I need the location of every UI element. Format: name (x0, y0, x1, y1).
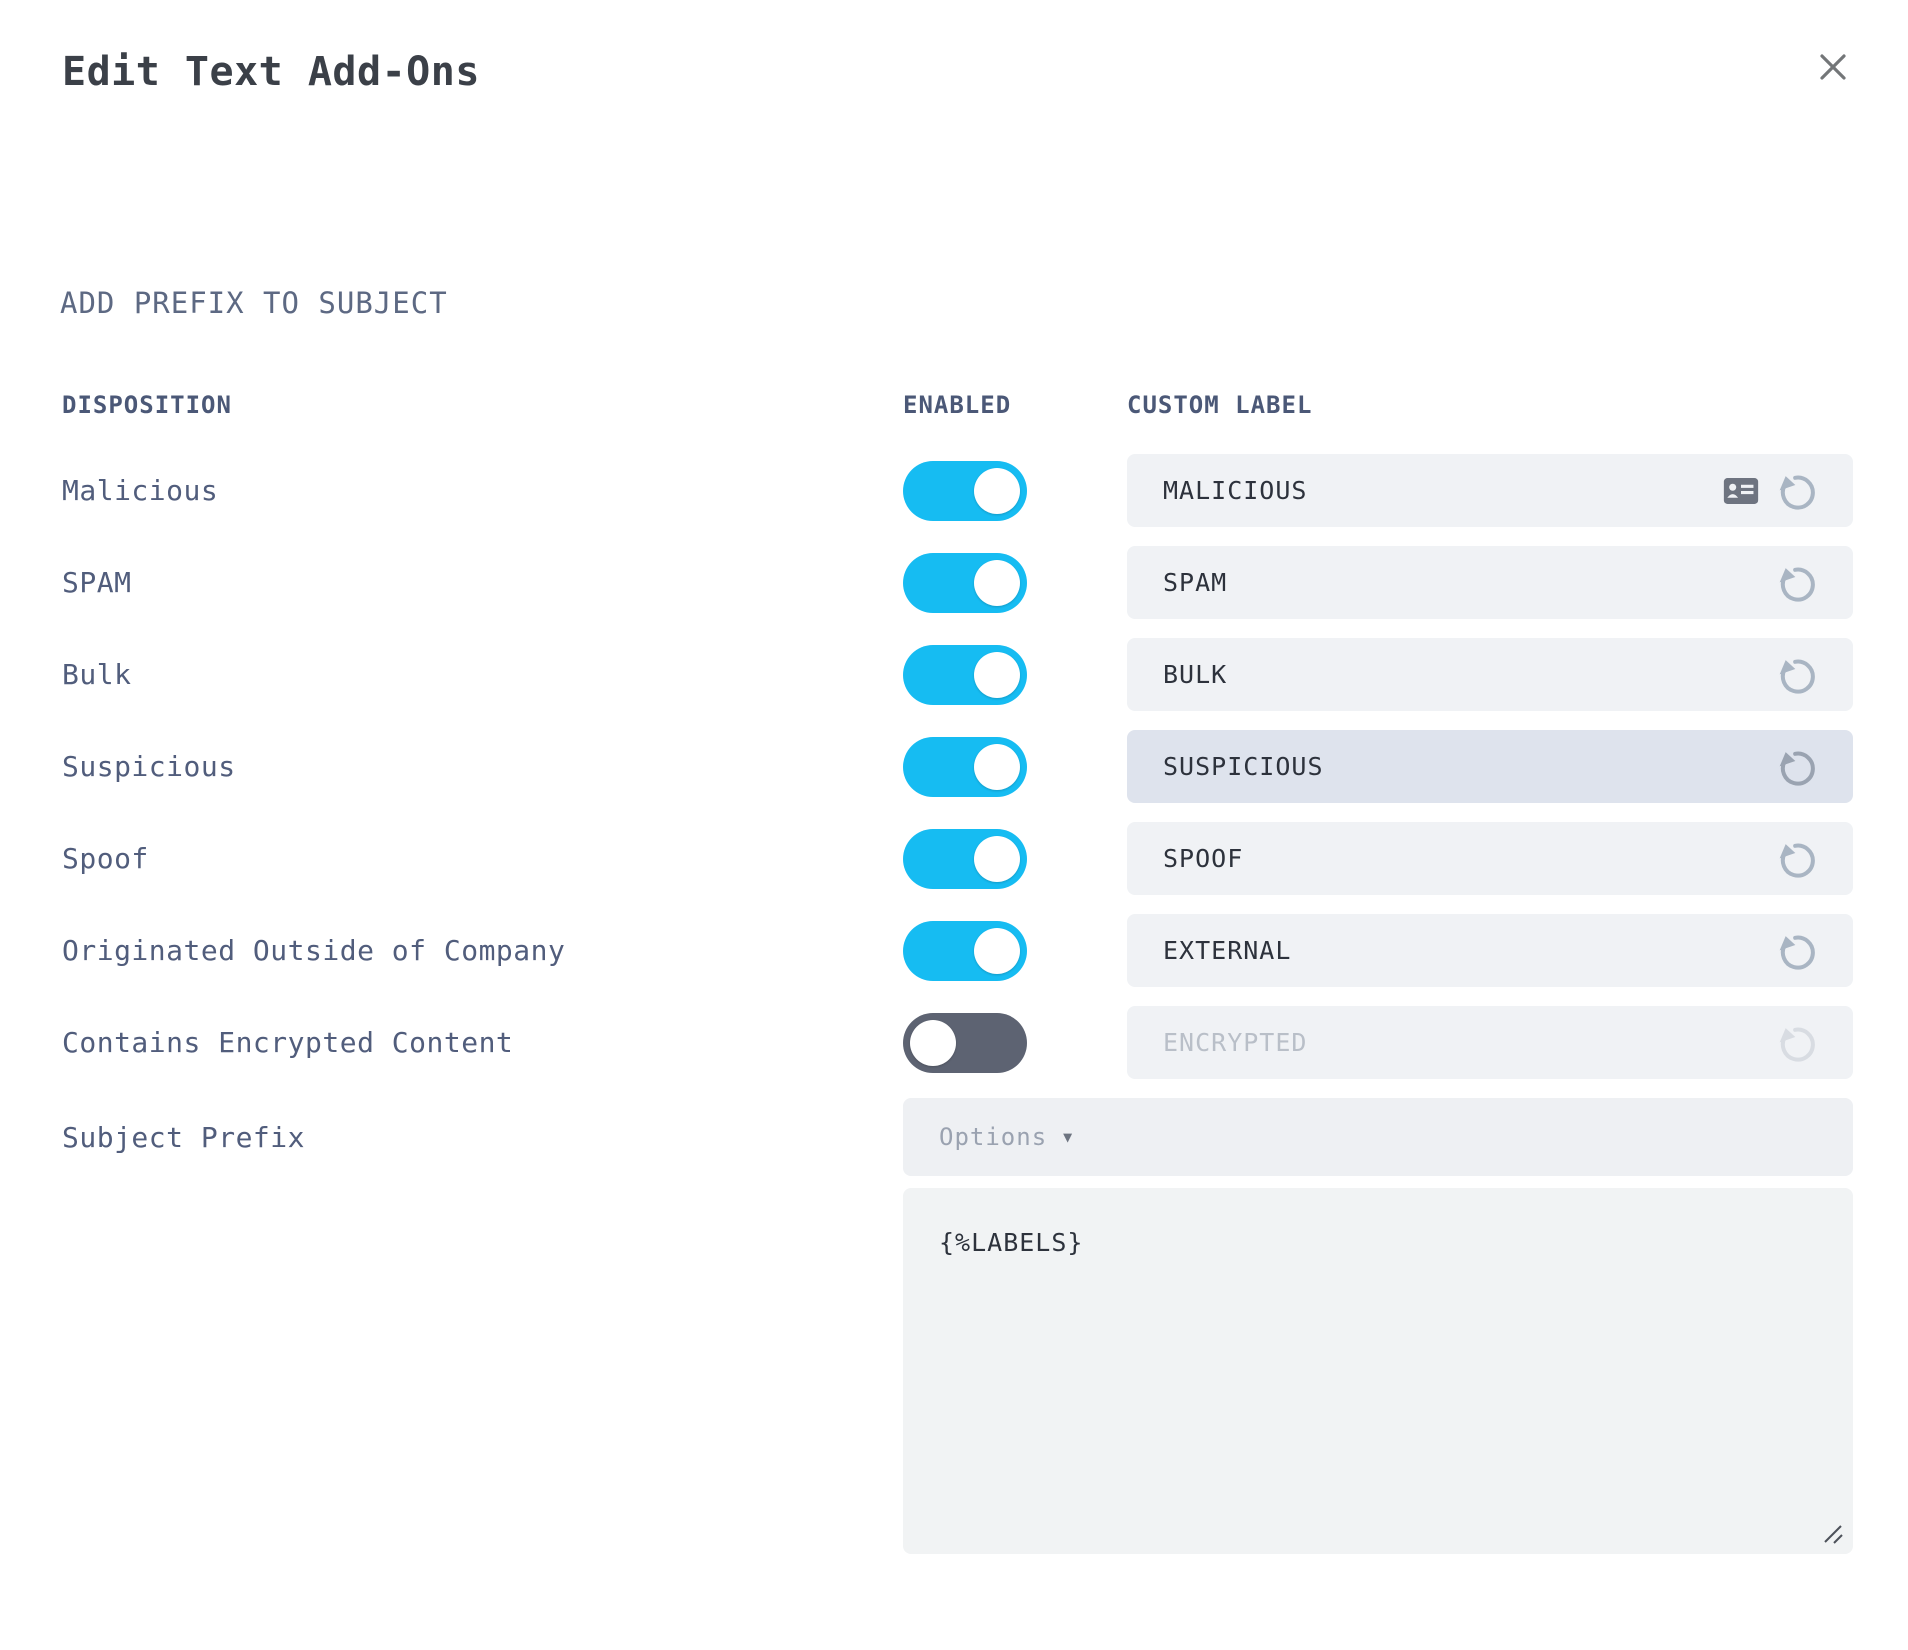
disposition-row (0, 730, 1908, 803)
custom-label-input[interactable] (1127, 1028, 1853, 1057)
disposition-row (0, 1006, 1908, 1079)
close-button[interactable] (1810, 44, 1856, 90)
reset-icon[interactable] (1777, 931, 1817, 971)
section-heading: ADD PREFIX TO SUBJECT (60, 286, 448, 320)
options-dropdown[interactable] (903, 1098, 1853, 1176)
toggle-knob-icon (910, 1020, 956, 1066)
subject-prefix-row (0, 1098, 1908, 1176)
custom-label-input[interactable] (1127, 660, 1853, 689)
toggle-knob-icon (974, 836, 1020, 882)
custom-label-field (1127, 914, 1853, 987)
custom-label-input[interactable] (1127, 568, 1853, 597)
toggle-knob-icon (974, 928, 1020, 974)
disposition-label: Bulk (62, 658, 132, 691)
disposition-row (0, 454, 1908, 527)
subject-prefix-textarea[interactable] (903, 1188, 1853, 1554)
toggle-knob-icon (974, 468, 1020, 514)
enabled-toggle[interactable] (903, 553, 1027, 613)
subject-prefix-editor-wrap (903, 1188, 1853, 1554)
toggle-knob-icon (974, 744, 1020, 790)
column-header-custom-label: CUSTOM LABEL (1127, 391, 1313, 419)
toggle-knob-icon (974, 560, 1020, 606)
disposition-row (0, 822, 1908, 895)
custom-label-field (1127, 454, 1853, 527)
custom-label-field (1127, 822, 1853, 895)
reset-icon[interactable] (1777, 1023, 1817, 1063)
column-header-enabled: ENABLED (903, 391, 1012, 419)
disposition-label: Contains Encrypted Content (62, 1026, 514, 1059)
close-icon (1818, 52, 1848, 82)
disposition-row (0, 638, 1908, 711)
custom-label-field (1127, 546, 1853, 619)
disposition-label: Suspicious (62, 750, 236, 783)
custom-label-field (1127, 730, 1853, 803)
enabled-toggle[interactable] (903, 645, 1027, 705)
column-headers (0, 390, 1908, 420)
reset-icon[interactable] (1777, 655, 1817, 695)
disposition-label: Malicious (62, 474, 219, 507)
reset-icon[interactable] (1777, 747, 1817, 787)
contact-card-icon[interactable] (1723, 477, 1759, 504)
disposition-label: Spoof (62, 842, 149, 875)
options-dropdown-label: Options (939, 1123, 1048, 1151)
reset-icon[interactable] (1777, 563, 1817, 603)
enabled-toggle[interactable] (903, 1013, 1027, 1073)
dialog-title: Edit Text Add-Ons (62, 49, 480, 95)
custom-label-input[interactable] (1127, 936, 1853, 965)
enabled-toggle[interactable] (903, 829, 1027, 889)
custom-label-input[interactable] (1127, 752, 1853, 781)
custom-label-field (1127, 638, 1853, 711)
disposition-rows (0, 454, 1908, 1079)
subject-prefix-label: Subject Prefix (62, 1120, 306, 1154)
resize-handle-icon[interactable] (1821, 1522, 1845, 1546)
toggle-knob-icon (974, 652, 1020, 698)
reset-icon[interactable] (1777, 839, 1817, 879)
disposition-label: SPAM (62, 566, 132, 599)
reset-icon[interactable] (1777, 471, 1817, 511)
disposition-row (0, 546, 1908, 619)
column-header-disposition: DISPOSITION (62, 391, 232, 419)
enabled-toggle[interactable] (903, 461, 1027, 521)
enabled-toggle[interactable] (903, 737, 1027, 797)
custom-label-field (1127, 1006, 1853, 1079)
disposition-label: Originated Outside of Company (62, 934, 566, 967)
disposition-row (0, 914, 1908, 987)
caret-down-icon: ▼ (1063, 1127, 1073, 1146)
custom-label-input[interactable] (1127, 844, 1853, 873)
enabled-toggle[interactable] (903, 921, 1027, 981)
